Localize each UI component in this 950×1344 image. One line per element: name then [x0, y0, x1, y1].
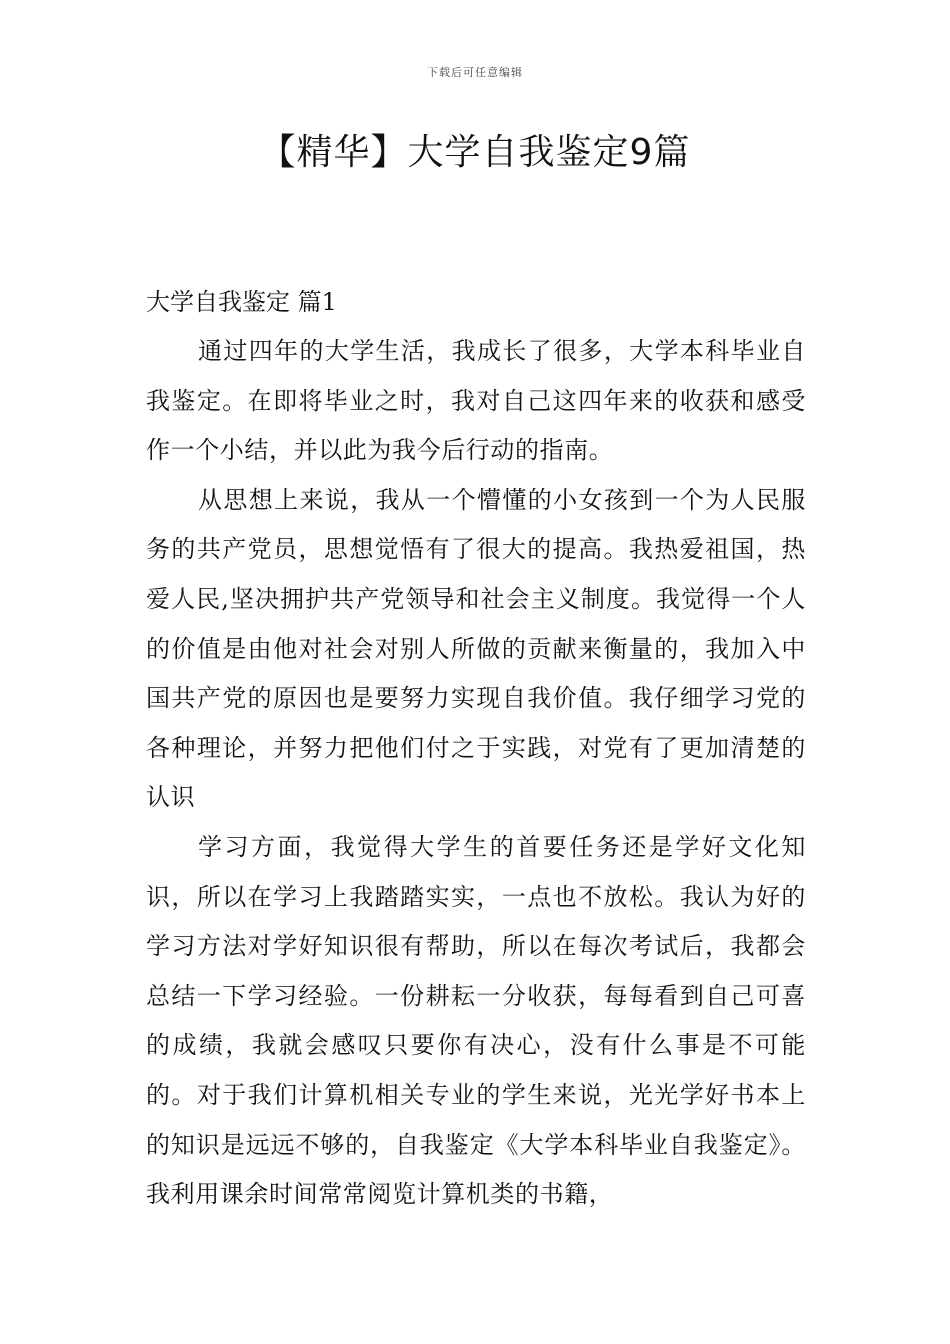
- header-note: 下载后可任意编辑: [427, 66, 523, 79]
- paragraph-ideology: 从思想上来说，我从一个懵懂的小女孩到一个为人民服务的共产党员，思想觉悟有了很大的提高。我热爱祖国，热爱人民,坚决拥护共产党领导和社会主义制度。我觉得一个人的价值是由他对社会对别人所做的贡献来衡量的，我加入中国共产党的原因也是要努力实现自我价值。我仔细学习党的各种理论，并努力把他们付之于实践，对党有了更加清楚的认识: [146, 485, 806, 812]
- document-body: [146, 277, 806, 1220]
- paragraph-study: 学习方面，我觉得大学生的首要任务还是学好文化知识，所以在学习上我踏踏实实，一点也不放松。我认为好的学习方法对学好知识很有帮助，所以在每次考试后，我都会总结一下学习经验。一份耕耘一分收获，每每看到自己可喜的成绩，我就会感叹只要你有决心，没有什么事是不可能的。对于我们计算机相关专业的学生来说，光光学好书本上的知识是远远不够的，自我鉴定《大学本科毕业自我鉴定》。我利用课余时间常常阅览计算机类的书籍，: [146, 832, 806, 1209]
- section-heading: 大学自我鉴定 篇1: [146, 288, 337, 316]
- document-title: 【精华】大学自我鉴定9篇: [259, 132, 691, 173]
- paragraph-intro: 通过四年的大学生活，我成长了很多，大学本科毕业自我鉴定。在即将毕业之时，我对自己这四年来的收获和感受作一个小结，并以此为我今后行动的指南。: [146, 337, 806, 465]
